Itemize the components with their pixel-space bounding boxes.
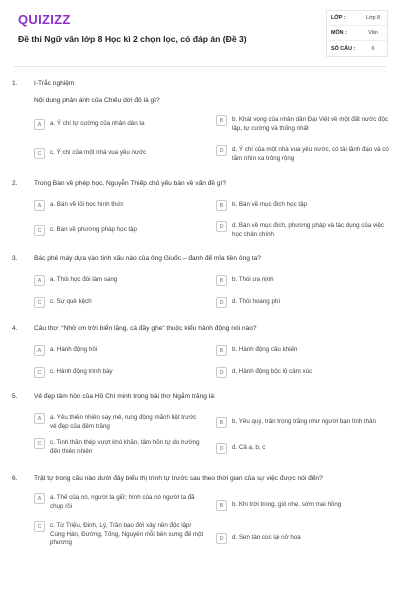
option-letter: D — [216, 221, 227, 232]
option-text: b. Thói ưa nịnh — [232, 276, 274, 283]
option-text: b. Bàn về mục đích học tập — [232, 201, 307, 208]
option-text: c. Bàn về phương pháp học tập — [50, 226, 137, 233]
header — [0, 0, 400, 60]
header-divider — [14, 66, 386, 67]
page-title: Đề thi Ngữ văn lớp 8 Học kì 2 chọn lọc, có đáp án (Đề 3) — [18, 34, 247, 44]
option-text: b. Khi trời trong, gió nhẹ, sớm mai hồng — [232, 501, 342, 508]
question-text: Trật tự trong câu nào dưới đây biểu thị trình tự trước sau theo thời gian của sự việc được nói đến? — [34, 475, 323, 482]
meta-row-count — [327, 41, 387, 56]
option-text: a. Hành động hỏi — [50, 346, 98, 353]
option-b[interactable] — [216, 346, 392, 356]
option-letter: B — [216, 417, 227, 428]
option-text: a. Bàn về lối học hình thức — [50, 201, 124, 208]
option-d[interactable] — [216, 146, 392, 163]
option-letter: A — [34, 493, 45, 504]
option-b[interactable] — [216, 418, 392, 428]
meta-row-subject — [327, 26, 387, 41]
option-text: d. Sen tàn cúc lại nở hoa — [232, 534, 301, 541]
option-text: c. Hành động trình bày — [50, 368, 113, 375]
option-b[interactable] — [216, 501, 392, 511]
option-b[interactable] — [216, 276, 392, 286]
option-c[interactable] — [34, 439, 204, 456]
option-letter: C — [34, 225, 45, 236]
option-letter: D — [216, 367, 227, 378]
option-text: c. Tinh thần thép vượt khó khăn, tâm hồn tự do hướng đến thiên nhiên — [50, 439, 200, 455]
option-text: c. Ý chí của một nhà vua yêu nước — [50, 149, 147, 156]
question-text: Trong Bàn về phép học, Nguyễn Thiếp chủ yếu bàn về vấn đề gì? — [34, 180, 227, 187]
meta-value: Văn — [368, 30, 378, 36]
question-number: 4. — [12, 325, 18, 332]
option-letter: A — [34, 200, 45, 211]
option-text: a. Ý chí tự cường của nhân dân ta — [50, 120, 145, 127]
option-text: d. Ý chí của một nhà vua yêu nước, có tài lãnh đạo và có tầm nhìn xa trông rộng — [232, 146, 389, 162]
option-c[interactable] — [34, 298, 204, 308]
meta-info-box — [326, 10, 388, 57]
option-d[interactable] — [216, 444, 392, 454]
option-letter: B — [216, 200, 227, 211]
option-text: d. Thói hoang phí — [232, 298, 281, 305]
option-a[interactable] — [34, 201, 204, 211]
option-text: d. Bàn về mục đích, phương pháp và tác dụng của việc học chân chính — [232, 222, 384, 238]
question-text: Bác phê máy dựa vào tính xấu nào của ông Giuốc – đanh để mỉa tiền ông ta? — [34, 255, 261, 262]
option-c[interactable] — [34, 368, 204, 378]
option-b[interactable] — [216, 201, 392, 211]
option-letter: A — [34, 275, 45, 286]
option-text: d. Hành động bộc lộ cảm xúc — [232, 368, 313, 375]
option-a[interactable] — [34, 276, 204, 286]
option-text: c. Từ Triệu, Đinh, Lý, Trần bao đời xây nền độc lập/ Cùng Hán, Đường, Tống, Nguyên mỗi bên xưng đế một phương — [50, 522, 204, 547]
option-text: b. Hành động cầu khiến — [232, 346, 298, 353]
question-subtext: Nội dung phản ánh của Chiếu dời đô là gì? — [34, 97, 160, 104]
option-letter: D — [216, 533, 227, 544]
option-text: a. Thói học đòi làm sang — [50, 276, 118, 283]
option-a[interactable] — [34, 120, 204, 130]
option-text: d. Cả a, b, c — [232, 444, 266, 451]
option-letter: D — [216, 443, 227, 454]
option-text: a. Thế của nó, người ta giữ; hình của nó người ta đã chụp rồi — [50, 494, 195, 510]
option-letter: B — [216, 345, 227, 356]
option-a[interactable] — [34, 414, 204, 431]
option-letter: A — [34, 413, 45, 424]
question-number: 6. — [12, 475, 18, 482]
meta-value: 6 — [371, 45, 375, 52]
option-letter: C — [34, 367, 45, 378]
option-letter: D — [216, 297, 227, 308]
option-d[interactable] — [216, 222, 392, 239]
meta-value: Lớp 8 — [365, 15, 381, 21]
option-letter: C — [34, 297, 45, 308]
option-c[interactable] — [34, 522, 204, 548]
option-text: c. Sự quê kệch — [50, 298, 92, 305]
option-letter: C — [34, 438, 45, 449]
option-letter: B — [216, 500, 227, 511]
option-letter: A — [34, 119, 45, 130]
question-number: 5. — [12, 393, 18, 400]
option-letter: D — [216, 145, 227, 156]
question-number: 2. — [12, 180, 18, 187]
option-a[interactable] — [34, 494, 204, 511]
meta-key: MÔN : — [331, 30, 347, 36]
meta-key: LỚP : — [331, 15, 346, 21]
question-text: I-Trắc nghiệm — [34, 80, 75, 87]
option-b[interactable] — [216, 116, 392, 133]
question-text: Câu thơ: “Nhờ ơn trời biển lặng, cá đầy ghe” thuộc kiểu hành động nói nào? — [34, 325, 257, 332]
option-letter: B — [216, 275, 227, 286]
option-d[interactable] — [216, 298, 392, 308]
question-text: Vẻ đẹp tâm hồn của Hồ Chí minh trong bài thơ Ngắm trăng là: — [34, 393, 216, 400]
option-letter: B — [216, 115, 227, 126]
question-number: 3. — [12, 255, 18, 262]
option-c[interactable] — [34, 226, 204, 236]
option-d[interactable] — [216, 534, 392, 544]
option-text: a. Yêu thiên nhiên say mê, rung động mãnh liệt trước vẻ đẹp của đêm trăng — [50, 414, 197, 430]
option-letter: A — [34, 345, 45, 356]
question-number: 1. — [12, 80, 18, 87]
option-letter: C — [34, 521, 45, 532]
option-a[interactable] — [34, 346, 204, 356]
quizizz-logo: QUIZIZZ — [18, 12, 71, 27]
option-d[interactable] — [216, 368, 392, 378]
option-letter: C — [34, 148, 45, 159]
meta-row-grade — [327, 11, 387, 26]
meta-key: SỐ CÂU : — [331, 45, 356, 52]
option-text: b. Yêu quý, trân trọng trăng như người bạn tình thân — [232, 418, 376, 425]
option-c[interactable] — [34, 149, 204, 159]
option-text: b. Khát vọng của nhân dân Đại Việt về một đất nước độc lập, tự cường và thống nhất — [232, 116, 388, 132]
